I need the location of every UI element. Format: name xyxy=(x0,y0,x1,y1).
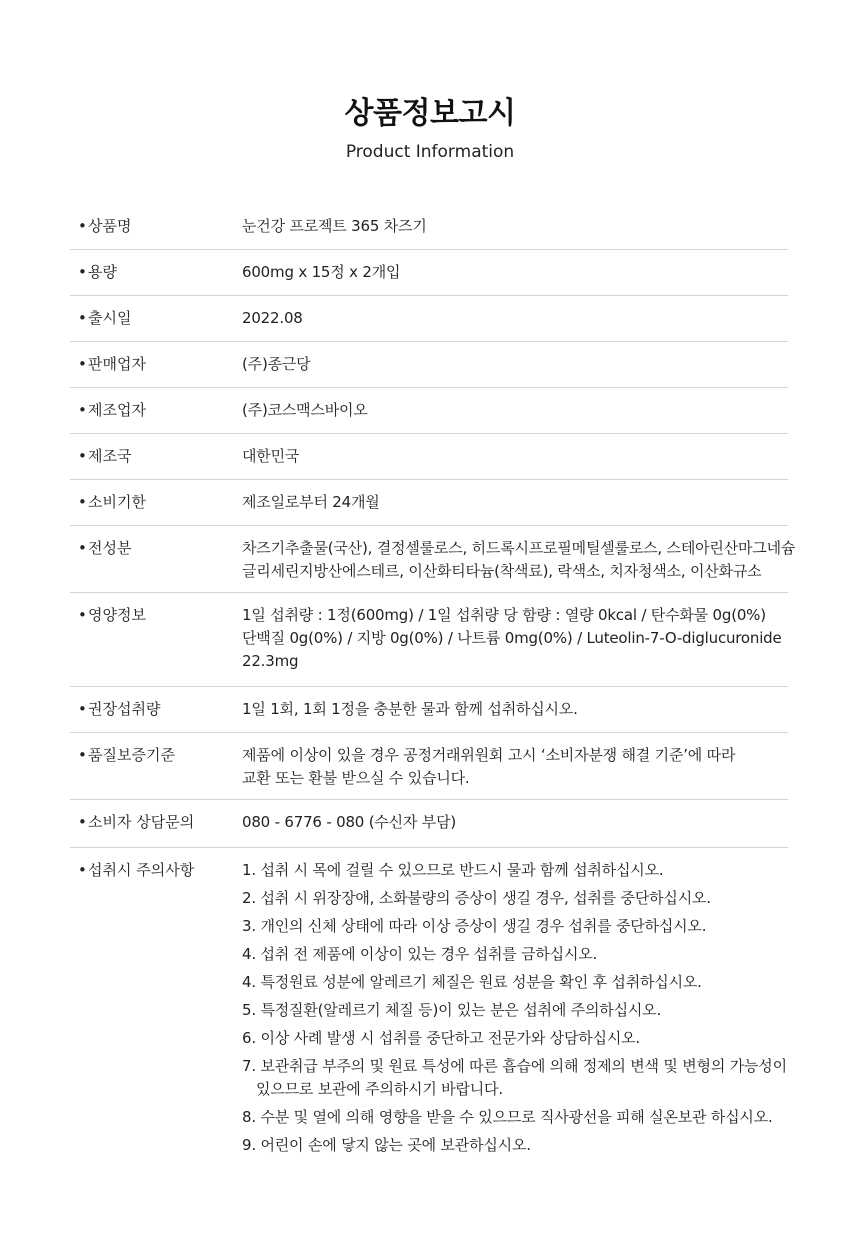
info-row xyxy=(70,526,796,593)
row-label xyxy=(70,399,242,433)
caution-item xyxy=(242,943,788,966)
caution-item xyxy=(242,999,788,1022)
info-row xyxy=(70,687,788,733)
row-value xyxy=(242,491,788,525)
row-value-line: 차즈기추출물(국산), 결정셀룰로스, 히드록시프로필메틸셀룰로스, 스테아린산마그네슘 xyxy=(242,539,796,557)
bullet-icon: • xyxy=(78,217,87,235)
row-label xyxy=(70,307,242,341)
caution-item-text: 4. 섭취 전 제품에 이상이 있는 경우 섭취를 금하십시오. xyxy=(242,945,598,963)
bullet-icon: • xyxy=(78,355,87,373)
info-row xyxy=(70,480,788,526)
row-label xyxy=(70,353,242,387)
row-label xyxy=(70,811,242,847)
bullet-icon: • xyxy=(78,493,87,511)
caution-item-text: 2. 섭취 시 위장장애, 소화불량의 증상이 생길 경우, 섭취를 중단하십시오. xyxy=(242,889,711,907)
row-label xyxy=(70,537,242,592)
info-row xyxy=(70,434,788,480)
row-label-text: 권장섭취량 xyxy=(88,700,161,718)
row-value-line: 1일 섭취량 : 1정(600mg) / 1일 섭취량 당 함량 : 열량 0kcal / 탄수화물 0g(0%) xyxy=(242,606,766,624)
row-value xyxy=(242,811,788,847)
row-value-line: 눈건강 프로젝트 365 차즈기 xyxy=(242,217,427,235)
caution-item xyxy=(242,859,788,882)
header xyxy=(0,0,860,164)
caution-item xyxy=(242,971,788,994)
row-value-line: 글리세린지방산에스테르, 이산화티타늄(착색료), 락색소, 치자청색소, 이산화규소 xyxy=(242,562,762,580)
caution-item-text: 8. 수분 및 열에 의해 영향을 받을 수 있으므로 직사광선을 피해 실온보관 하십시오. xyxy=(242,1108,773,1126)
row-value-line: (주)종근당 xyxy=(242,355,311,373)
row-value xyxy=(242,604,788,686)
caution-item xyxy=(242,887,788,910)
row-label xyxy=(70,698,242,732)
bullet-icon: • xyxy=(78,813,87,831)
row-value-line: 600mg x 15정 x 2개입 xyxy=(242,263,401,281)
caution-item-text: 4. 특정원료 성분에 알레르기 체질은 원료 성분을 확인 후 섭취하십시오. xyxy=(242,973,702,991)
row-value xyxy=(242,215,788,249)
caution-item-continuation: 있으므로 보관에 주의하시기 바랍니다. xyxy=(256,1080,503,1098)
row-value-line: 대한민국 xyxy=(242,447,300,465)
row-value xyxy=(242,744,788,799)
info-row xyxy=(70,800,788,848)
row-label-text: 전성분 xyxy=(88,539,132,557)
row-value-line: (주)코스맥스바이오 xyxy=(242,401,368,419)
bullet-icon: • xyxy=(78,861,87,879)
page-title: 상품정보고시 xyxy=(344,96,516,131)
bullet-icon: • xyxy=(78,309,87,327)
row-label-text: 용량 xyxy=(88,263,117,281)
row-label xyxy=(70,859,242,1162)
row-value xyxy=(242,261,788,295)
bullet-icon: • xyxy=(78,539,87,557)
info-row xyxy=(70,204,788,250)
row-label-text: 출시일 xyxy=(88,309,132,327)
row-value-line: 단백질 0g(0%) / 지방 0g(0%) / 나트륨 0mg(0%) / Luteolin-7-O-diglucuronide xyxy=(242,629,782,647)
row-value xyxy=(242,353,788,387)
caution-item xyxy=(242,1055,788,1101)
caution-item-text: 6. 이상 사례 발생 시 섭취를 중단하고 전문가와 상담하십시오. xyxy=(242,1029,640,1047)
info-row xyxy=(70,250,788,296)
row-label-text: 소비기한 xyxy=(88,493,146,511)
row-value-line: 제품에 이상이 있을 경우 공정거래위원회 고시 ‘소비자분쟁 해결 기준’에 따라 xyxy=(242,746,736,764)
caution-row xyxy=(70,848,788,1162)
row-value-line: 22.3mg xyxy=(242,652,299,670)
row-label xyxy=(70,744,242,799)
caution-item-text: 1. 섭취 시 목에 걸릴 수 있으므로 반드시 물과 함께 섭취하십시오. xyxy=(242,861,664,879)
row-label-text: 제조업자 xyxy=(88,401,146,419)
caution-item-text: 5. 특정질환(알레르기 체질 등)이 있는 분은 섭취에 주의하십시오. xyxy=(242,1001,662,1019)
info-row xyxy=(70,593,788,687)
row-label xyxy=(70,445,242,479)
row-value-line: 080 - 6776 - 080 (수신자 부담) xyxy=(242,813,457,831)
info-row xyxy=(70,296,788,342)
bullet-icon: • xyxy=(78,700,87,718)
row-label xyxy=(70,604,242,686)
row-label-text: 품질보증기준 xyxy=(88,746,175,764)
row-value-line: 2022.08 xyxy=(242,309,303,327)
row-label-text: 판매업자 xyxy=(88,355,146,373)
row-value xyxy=(242,698,788,732)
caution-item-text: 9. 어린이 손에 닿지 않는 곳에 보관하십시오. xyxy=(242,1136,531,1154)
product-info-table xyxy=(70,204,796,1162)
row-label xyxy=(70,261,242,295)
row-label-text: 상품명 xyxy=(88,217,132,235)
bullet-icon: • xyxy=(78,746,87,764)
caution-item-text: 7. 보관취급 부주의 및 원료 특성에 따른 흡습에 의해 정제의 변색 및 변형의 가능성이 xyxy=(242,1057,787,1075)
row-value xyxy=(242,445,788,479)
info-row xyxy=(70,733,788,800)
row-label-text: 섭취시 주의사항 xyxy=(88,861,195,879)
row-label-text: 소비자 상담문의 xyxy=(88,813,195,831)
row-label xyxy=(70,215,242,249)
row-label xyxy=(70,491,242,525)
info-row xyxy=(70,342,788,388)
row-value-line: 1일 1회, 1회 1정을 충분한 물과 함께 섭취하십시오. xyxy=(242,700,578,718)
caution-item-text: 3. 개인의 신체 상태에 따라 이상 증상이 생길 경우 섭취를 중단하십시오. xyxy=(242,917,707,935)
bullet-icon: • xyxy=(78,401,87,419)
info-row xyxy=(70,388,788,434)
bullet-icon: • xyxy=(78,447,87,465)
caution-item xyxy=(242,1134,788,1157)
bullet-icon: • xyxy=(78,606,87,624)
bullet-icon: • xyxy=(78,263,87,281)
row-value xyxy=(242,307,788,341)
row-value xyxy=(242,399,788,433)
row-label-text: 제조국 xyxy=(88,447,132,465)
row-value-line: 교환 또는 환불 받으실 수 있습니다. xyxy=(242,769,470,787)
row-value xyxy=(242,537,795,592)
row-label-text: 영양정보 xyxy=(88,606,146,624)
caution-item xyxy=(242,915,788,938)
row-value-line: 제조일로부터 24개월 xyxy=(242,493,380,511)
caution-list xyxy=(242,859,788,1162)
page-subtitle: Product Information xyxy=(345,142,515,162)
caution-item xyxy=(242,1106,788,1129)
caution-item xyxy=(242,1027,788,1050)
